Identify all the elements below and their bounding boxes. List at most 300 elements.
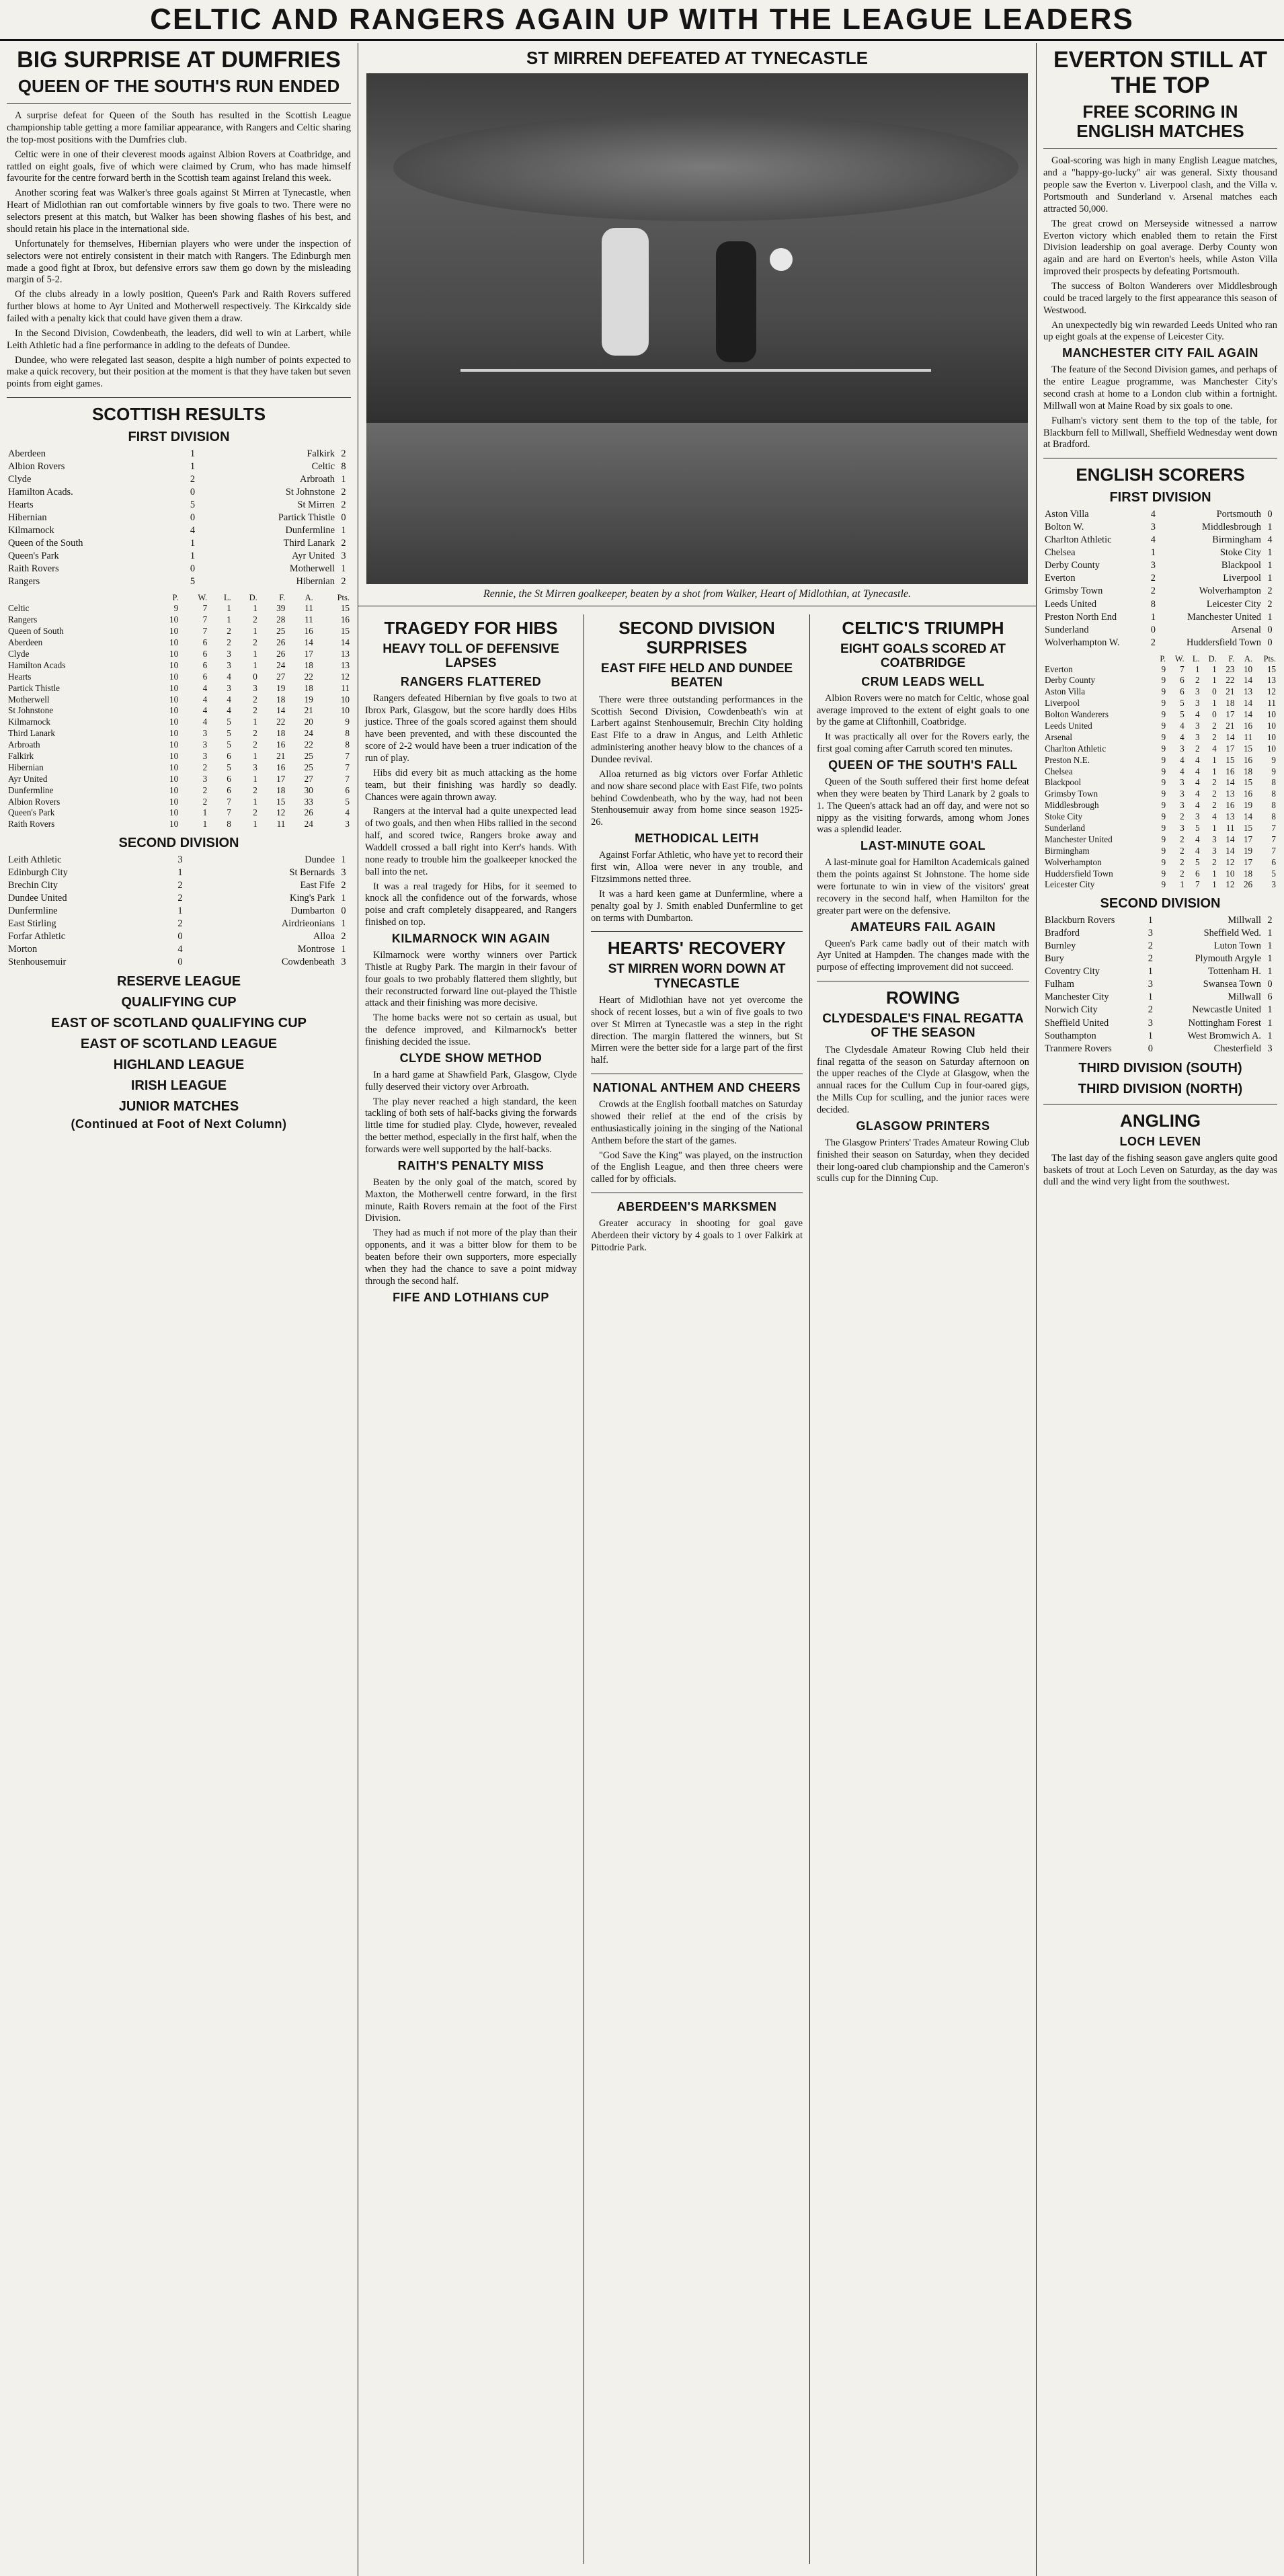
raith-heading: RAITH'S PENALTY MISS (397, 1158, 545, 1172)
home-score: 0 (1150, 624, 1156, 635)
table-cell: 8 (1271, 811, 1276, 822)
fife-lothians-heading: FIFE AND LOTHIANS CUP (393, 1290, 549, 1304)
result-row (7, 524, 351, 537)
table-cell: 5 (1180, 698, 1185, 709)
table-cell: 2 (253, 739, 257, 750)
table-header-cell: L. (1192, 653, 1200, 663)
table-cell: 5 (1271, 868, 1276, 879)
table-row (1043, 823, 1277, 834)
table-cell: 4 (1195, 800, 1200, 811)
hibs-paragraph: Rangers at the interval had a quite unexpected lead of two goals, and then when Hibs rallied in the second half, and scored twice, Rangers broke away and Waddell crossed a ball right into Kerr's hands. With none ready to trouble him the goalkeeper knocked the ball into the net. (365, 806, 577, 877)
table-cell: 6 (202, 648, 208, 659)
table-cell: 13 (340, 648, 350, 659)
angling-paragraph: The last day of the fishing season gave anglers quite good baskets of trout at Loch Leven on Saturday, as the day was dull and the wind very light from the southwest. (1043, 1152, 1277, 1188)
home-score: 0 (190, 512, 196, 524)
away-team: Plymouth Argyle (1195, 953, 1261, 965)
home-score: 4 (1150, 509, 1156, 520)
away-score: 0 (341, 512, 346, 524)
table-cell: 15 (1243, 823, 1253, 834)
home-team: Preston North End (1045, 611, 1117, 622)
result-row (1043, 991, 1277, 1004)
table-cell: 9 (1161, 868, 1166, 879)
table-cell: 18 (276, 694, 286, 705)
match-photo (366, 73, 1028, 584)
table-row (1043, 834, 1277, 846)
away-team: King's Park (290, 893, 335, 904)
home-score: 2 (1150, 586, 1156, 597)
result-row (7, 956, 351, 969)
table-header-cell: A. (1244, 653, 1253, 663)
table-cell: 39 (276, 603, 286, 614)
home-team: Sheffield United (1045, 1017, 1109, 1029)
team-name: Derby County (1045, 675, 1096, 686)
home-score: 1 (190, 538, 196, 549)
table-row (7, 807, 351, 819)
last-minute-heading: LAST-MINUTE GOAL (860, 839, 986, 853)
table-cell: 1 (253, 773, 257, 784)
table-cell: 10 (169, 694, 179, 705)
table-cell: 0 (1212, 709, 1217, 720)
home-score: 2 (1150, 637, 1156, 648)
table-cell: 14 (1226, 777, 1235, 788)
home-team: Burnley (1045, 940, 1076, 952)
team-name: Blackpool (1045, 777, 1082, 788)
table-cell: 9 (173, 603, 179, 614)
away-score: 1 (1267, 547, 1273, 559)
result-row (7, 448, 351, 460)
col1-paragraph: Of the clubs already in a lowly position, Queen's Park and Raith Rovers suffered further blows at home to Ayr United and Motherwell respectively. The Kirkcaldy side failed with a penalty kick that could have given them a draw. (7, 289, 351, 324)
home-team: East Stirling (8, 918, 56, 930)
table-cell: 18 (1243, 766, 1253, 776)
table-cell: 7 (1180, 663, 1185, 674)
away-team: Leicester City (1206, 598, 1261, 610)
rowing-paragraph: The Clydesdale Amateur Rowing Club held their final regatta of the season on Saturday afternoon on the upper reaches of the Clyde at Glasgow, when the annual races for the Cullum Cup in four-oared gigs, the Mills Cup for sculling, and the junior races were decided. (817, 1044, 1029, 1116)
table-cell: 27 (304, 773, 313, 784)
away-score: 2 (341, 448, 346, 460)
table-cell: 1 (1180, 879, 1185, 890)
table-cell: 10 (169, 762, 179, 772)
result-row (7, 575, 351, 588)
home-score: 1 (1150, 611, 1156, 622)
table-cell: 21 (276, 750, 286, 761)
team-name: Falkirk (8, 750, 34, 761)
second-division-heading: SECOND DIVISION (118, 836, 239, 851)
table-cell: 11 (305, 603, 313, 614)
home-team: Southampton (1045, 1030, 1096, 1041)
home-score: 1 (190, 551, 196, 562)
table-cell: 3 (1180, 823, 1185, 834)
table-cell: 2 (227, 626, 231, 637)
table-header-cell: W. (198, 593, 208, 603)
team-name: Celtic (8, 603, 30, 614)
result-row (1043, 1030, 1277, 1043)
table-cell: 1 (1212, 698, 1217, 709)
hibs-subheadline: HEAVY TOLL OF DEFENSIVE LAPSES (383, 642, 559, 671)
table-cell: 5 (1180, 709, 1185, 720)
team-name: Sunderland (1045, 823, 1086, 834)
table-cell: 1 (1212, 868, 1217, 879)
home-score: 1 (177, 905, 183, 917)
table-cell: 13 (1226, 811, 1235, 822)
table-cell: 10 (1226, 868, 1235, 879)
table-cell: 1 (253, 626, 257, 637)
table-cell: 24 (304, 728, 313, 739)
table-cell: 1 (1212, 879, 1217, 890)
man-city-paragraph: The feature of the Second Division games, and perhaps of the entire League programme, was Manchester City's second crash at home to a London club within a fortnight. Millwall won at Maine Road by six goals to one. (1043, 364, 1277, 411)
home-team: Forfar Athletic (8, 931, 66, 942)
table-cell: 4 (1195, 709, 1200, 720)
english-paragraph: Goal-scoring was high in many English League matches, and a "happy-go-lucky" air was general. Sixty thousand people saw the Everton v. Liverpool clash, and the Villa v. Portsmouth and Sunderland v. Arsenal matches each attracted 50,000. (1043, 155, 1277, 214)
table-cell: 12 (276, 807, 286, 818)
glasgow-paragraph: The Glasgow Printers' Trades Amateur Rowing Club finished their season on Saturday, when they decided their long-oared club championship and the Cameron's sculls cup for the Dinning Cup. (817, 1137, 1029, 1184)
home-team: Edinburgh City (8, 867, 68, 879)
result-row (7, 879, 351, 892)
table-cell: 16 (276, 762, 286, 772)
table-cell: 10 (1267, 709, 1276, 720)
table-cell: 15 (1267, 663, 1276, 674)
away-score: 1 (341, 563, 346, 575)
table-header-cell: Pts. (337, 593, 350, 603)
table-cell: 17 (1243, 834, 1253, 844)
away-score: 4 (1267, 534, 1273, 546)
kilmarnock-heading: KILMARNOCK WIN AGAIN (391, 931, 551, 945)
table-cell: 3 (1195, 811, 1200, 822)
home-team: Tranmere Rovers (1045, 1043, 1112, 1054)
table-cell: 9 (1161, 743, 1166, 754)
away-score: 1 (1267, 953, 1273, 965)
table-cell: 8 (345, 728, 350, 739)
rowing-subheadline: CLYDESDALE'S FINAL REGATTA OF THE SEASON (822, 1012, 1024, 1041)
football-icon (770, 248, 793, 271)
page-title: CELTIC AND RANGERS AGAIN UP WITH THE LEAGUE LEADERS (150, 3, 1134, 36)
table-cell: 0 (253, 671, 257, 682)
table-cell: 24 (304, 819, 313, 830)
home-score: 3 (1148, 979, 1153, 990)
table-cell: 13 (340, 659, 350, 670)
away-score: 2 (1267, 915, 1273, 926)
col1-paragraph: Dundee, who were relegated last season, despite a high number of points expected to make a quick recovery, but their position at the moment is that they have taken but seven points from eight games. (7, 354, 351, 390)
away-score: 3 (341, 551, 346, 562)
team-name: Grimsby Town (1045, 789, 1098, 799)
away-team: Third Lanark (283, 538, 335, 549)
table-row (7, 603, 351, 614)
home-score: 1 (1148, 992, 1153, 1003)
aberdeen-heading: ABERDEEN'S MARKSMEN (616, 1200, 777, 1214)
away-score: 2 (341, 499, 346, 511)
table-cell: 6 (202, 671, 208, 682)
away-score: 1 (1267, 522, 1273, 533)
result-row (7, 550, 351, 563)
table-cell: 1 (202, 807, 208, 818)
team-name: Arsenal (1045, 731, 1073, 742)
table-row (7, 614, 351, 626)
table-cell: 9 (1271, 766, 1276, 776)
glasgow-printers-heading: GLASGOW PRINTERS (856, 1119, 990, 1133)
table-cell: 14 (340, 637, 350, 648)
table-cell: 1 (1212, 754, 1217, 765)
away-score: 3 (341, 957, 346, 968)
home-team: Queen's Park (8, 551, 59, 562)
away-team: Partick Thistle (278, 512, 335, 524)
table-cell: 17 (276, 773, 286, 784)
away-score: 3 (1267, 1043, 1273, 1054)
result-row (7, 460, 351, 473)
team-name: Middlesbrough (1045, 800, 1099, 811)
home-team: Brechin City (8, 880, 58, 891)
home-team: Kilmarnock (8, 525, 54, 536)
table-cell: 7 (1271, 823, 1276, 834)
table-cell: 9 (1161, 823, 1166, 834)
table-cell: 4 (1180, 754, 1185, 765)
home-score: 4 (177, 944, 183, 955)
home-team: Charlton Athletic (1045, 534, 1112, 546)
table-cell: 26 (276, 637, 286, 648)
table-cell: 24 (276, 659, 286, 670)
home-score: 1 (1150, 547, 1156, 559)
team-name: Kilmarnock (8, 717, 50, 727)
column-hibs (358, 614, 584, 2564)
hibs-headline: TRAGEDY FOR HIBS (384, 618, 558, 638)
away-team: Montrose (297, 944, 335, 955)
table-row (1043, 869, 1277, 880)
home-team: Morton (8, 944, 38, 955)
table-cell: 8 (1271, 789, 1276, 799)
home-team: Bradford (1045, 928, 1080, 939)
result-row (1043, 611, 1277, 624)
table-cell: 15 (340, 603, 350, 614)
table-cell: 14 (1226, 834, 1235, 844)
table-cell: 11 (1226, 823, 1235, 834)
team-name: Wolverhampton (1045, 856, 1102, 867)
celtic-paragraph: Albion Rovers were no match for Celtic, whose goal average improved to the extent of eight goals to one by the game at Cliftonhill, Coatbridge. (817, 692, 1029, 728)
result-row (1043, 965, 1277, 978)
result-row (1043, 624, 1277, 637)
table-cell: 4 (227, 671, 231, 682)
table-cell: 10 (169, 659, 179, 670)
table-cell: 16 (340, 614, 350, 625)
col1-paragraph: In the Second Division, Cowdenbeath, the leaders, did well to win at Larbert, while Leith Athletic had a fine performance in adding to the defeats of Dundee. (7, 327, 351, 351)
english-paragraph: An unexpectedly big win rewarded Leeds United who ran up eight goals at the expense of Leicester City. (1043, 319, 1277, 343)
table-cell: 17 (1226, 743, 1235, 754)
table-header-cell: F. (279, 593, 286, 603)
methodical-paragraph: It was a hard keen game at Dunfermline, where a penalty goal by J. Smith enabled Dunfermline to get on terms with Dumbarton. (591, 888, 803, 924)
team-name: Rangers (8, 614, 38, 625)
table-cell: 2 (1180, 811, 1185, 822)
away-score: 0 (1267, 637, 1273, 648)
home-score: 2 (1148, 953, 1153, 965)
table-cell: 1 (1212, 675, 1217, 686)
table-cell: 2 (1180, 868, 1185, 879)
home-score: 1 (1148, 915, 1153, 926)
team-name: Aston Villa (1045, 686, 1086, 697)
table-cell: 7 (1271, 845, 1276, 856)
result-row (7, 537, 351, 550)
east-scotland-league-heading: EAST OF SCOTLAND LEAGUE (80, 1037, 278, 1052)
home-score: 8 (1150, 598, 1156, 610)
away-score: 2 (341, 931, 346, 942)
table-cell: 25 (304, 750, 313, 761)
home-team: Aberdeen (8, 448, 46, 460)
home-score: 2 (177, 893, 183, 904)
table-row (7, 797, 351, 808)
table-cell: 3 (202, 750, 208, 761)
table-row (1043, 766, 1277, 778)
away-team: Swansea Town (1203, 979, 1261, 990)
table-cell: 5 (1195, 823, 1200, 834)
table-row (1043, 789, 1277, 800)
away-team: Wolverhampton (1199, 586, 1261, 597)
hibs-paragraph: Hibs did every bit as much attacking as the home team, but their finishing was hardly so deadly. Chances were again thrown away. (365, 767, 577, 803)
anthem-paragraph: Crowds at the English football matches on Saturday showed their relief at the end of the crisis by enthusiastically joining in the singing of the National Anthem before the start of the games. (591, 1099, 803, 1146)
away-team: Liverpool (1223, 573, 1261, 584)
table-header-cell: W. (1174, 653, 1185, 663)
everton-headline: EVERTON STILL AT THE TOP (1053, 47, 1267, 99)
table-cell: 6 (202, 637, 208, 648)
table-cell: 16 (1243, 789, 1253, 799)
table-cell: 9 (1161, 721, 1166, 731)
table-cell: 11 (341, 682, 350, 693)
table-cell: 2 (1212, 731, 1217, 742)
first-division-table (7, 592, 351, 830)
table-cell: 9 (1161, 845, 1166, 856)
away-team: Blackpool (1221, 560, 1261, 571)
last-minute-paragraph: A last-minute goal for Hamilton Academicals gained them the points against St Johnstone. The home side were fortunate to win in view of the visitors' great recovery in the second half, when Hamilton for the greater part were on the defensive. (817, 857, 1029, 916)
table-cell: 5 (227, 739, 231, 750)
table-cell: 19 (304, 694, 313, 705)
away-score: 6 (1267, 992, 1273, 1003)
table-cell: 30 (304, 784, 313, 795)
table-row (7, 637, 351, 649)
table-cell: 17 (1226, 709, 1235, 720)
away-team: Airdrieonians (281, 918, 335, 930)
second-division-paragraph: Alloa returned as big victors over Forfar Athletic and now share second place with East Fife, two points behind Cowdenbeath, who by the way, had not been Stenhousemuir away from home since season 1925-26. (591, 768, 803, 828)
table-cell: 14 (1226, 731, 1235, 742)
second-division-subheadline: EAST FIFE HELD AND DUNDEE BEATEN (600, 661, 793, 690)
result-row (7, 918, 351, 930)
team-name: Huddersfield Town (1045, 868, 1113, 879)
table-cell: 8 (227, 819, 231, 830)
table-cell: 1 (1212, 823, 1217, 834)
table-row (7, 728, 351, 739)
table-cell: 4 (1195, 777, 1200, 788)
home-team: Stenhousemuir (8, 957, 67, 968)
away-score: 1 (1267, 573, 1273, 584)
goal-crossbar (460, 369, 931, 372)
hibs-paragraph: It was a real tragedy for Hibs, for it seemed to knock all the confidence out of the forwards, whose poise and craft completely disappeared, and Rangers finished on top. (365, 881, 577, 928)
table-cell: 10 (169, 705, 179, 716)
table-cell: 3 (1195, 686, 1200, 697)
home-team: Hearts (8, 499, 34, 511)
team-name: Charlton Athletic (1045, 743, 1107, 754)
continued-note: (Continued at Foot of Next Column) (71, 1117, 287, 1131)
table-cell: 3 (1180, 789, 1185, 799)
table-cell: 18 (304, 659, 313, 670)
home-score: 1 (190, 461, 196, 473)
table-cell: 10 (169, 648, 179, 659)
table-cell: 14 (1243, 698, 1253, 709)
table-cell: 19 (1243, 845, 1253, 856)
home-score: 1 (177, 867, 183, 879)
team-name: Dunfermline (8, 784, 54, 795)
table-cell: 14 (304, 637, 313, 648)
result-row (1043, 1043, 1277, 1055)
table-cell: 8 (345, 739, 350, 750)
table-cell: 16 (304, 626, 313, 637)
col1-paragraph: A surprise defeat for Queen of the South has resulted in the Scottish League championship table getting a more familiar appearance, with Rangers and Celtic sharing the top-most positions with the Dumfries club. (7, 110, 351, 145)
table-cell: 2 (1212, 777, 1217, 788)
away-team: Stoke City (1219, 547, 1261, 559)
queens-paragraph: Queen of the South suffered their first home defeat when they were beaten by Third Lanark by 2 goals to 1. The Queen's attack had an off day, and were not so nippy as the visiting forwards, among whom Jones was a splendid leader. (817, 776, 1029, 836)
result-row (1043, 1017, 1277, 1030)
home-score: 1 (1148, 1030, 1153, 1041)
away-team: Luton Town (1213, 940, 1261, 952)
away-score: 1 (1267, 928, 1273, 939)
player-figure (602, 228, 649, 356)
amateurs-heading: AMATEURS FAIL AGAIN (850, 920, 996, 934)
away-score: 1 (1267, 940, 1273, 952)
away-score: 2 (1267, 598, 1273, 610)
table-cell: 15 (276, 796, 286, 807)
table-cell: 2 (253, 784, 257, 795)
away-score: 2 (341, 576, 346, 588)
table-cell: 1 (1212, 766, 1217, 776)
table-header-cell: Pts. (1263, 653, 1276, 663)
table-cell: 12 (1226, 856, 1235, 867)
table-cell: 9 (1161, 709, 1166, 720)
table-cell: 22 (304, 739, 313, 750)
english-paragraph: The great crowd on Merseyside witnessed a narrow Everton victory which enabled them to retain the First Division leadership on goal average. Derby County won again and are hard on Everton's heels, while Aston Villa improved their prospects by defeating Portsmouth. (1043, 218, 1277, 278)
home-team: Raith Rovers (8, 563, 59, 575)
team-name: Leeds United (1045, 721, 1092, 731)
team-name: Third Lanark (8, 728, 55, 739)
away-score: 1 (341, 918, 346, 930)
table-cell: 2 (1180, 856, 1185, 867)
result-row (1043, 953, 1277, 965)
table-cell: 10 (1243, 663, 1253, 674)
table-cell: 1 (253, 750, 257, 761)
table-cell: 6 (1180, 675, 1185, 686)
home-team: Bolton W. (1045, 522, 1084, 533)
english-first-results (1043, 508, 1277, 649)
celtic-subheadline: EIGHT GOALS SCORED AT COATBRIDGE (840, 642, 1006, 671)
kilmarnock-paragraph: The home backs were not so certain as usual, but the defence improved, and Kilmarnock's better finishing decided the issue. (365, 1012, 577, 1047)
table-header-cell: D. (1208, 653, 1217, 663)
english-second-division-heading: SECOND DIVISION (1100, 896, 1221, 912)
table-cell: 22 (1226, 675, 1235, 686)
table-row (1043, 721, 1277, 732)
anthem-heading: NATIONAL ANTHEM AND CHEERS (593, 1081, 801, 1095)
table-row (1043, 755, 1277, 766)
away-score: 1 (1267, 1030, 1273, 1041)
home-score: 0 (1148, 1043, 1153, 1054)
away-team: Dumbarton (290, 905, 335, 917)
home-team: Queen of the South (8, 538, 83, 549)
away-score: 1 (1267, 1017, 1273, 1029)
celtic-headline: CELTIC'S TRIUMPH (842, 618, 1004, 638)
away-score: 3 (341, 867, 346, 879)
home-score: 4 (1150, 534, 1156, 546)
table-row (1043, 800, 1277, 811)
table-cell: 28 (276, 614, 286, 625)
away-team: Portsmouth (1216, 509, 1261, 520)
table-cell: 1 (253, 648, 257, 659)
column-english (1037, 43, 1284, 2576)
home-score: 4 (190, 525, 196, 536)
table-row (1043, 846, 1277, 857)
home-team: Aston Villa (1045, 509, 1089, 520)
away-score: 1 (341, 474, 346, 485)
table-cell: 5 (1195, 856, 1200, 867)
